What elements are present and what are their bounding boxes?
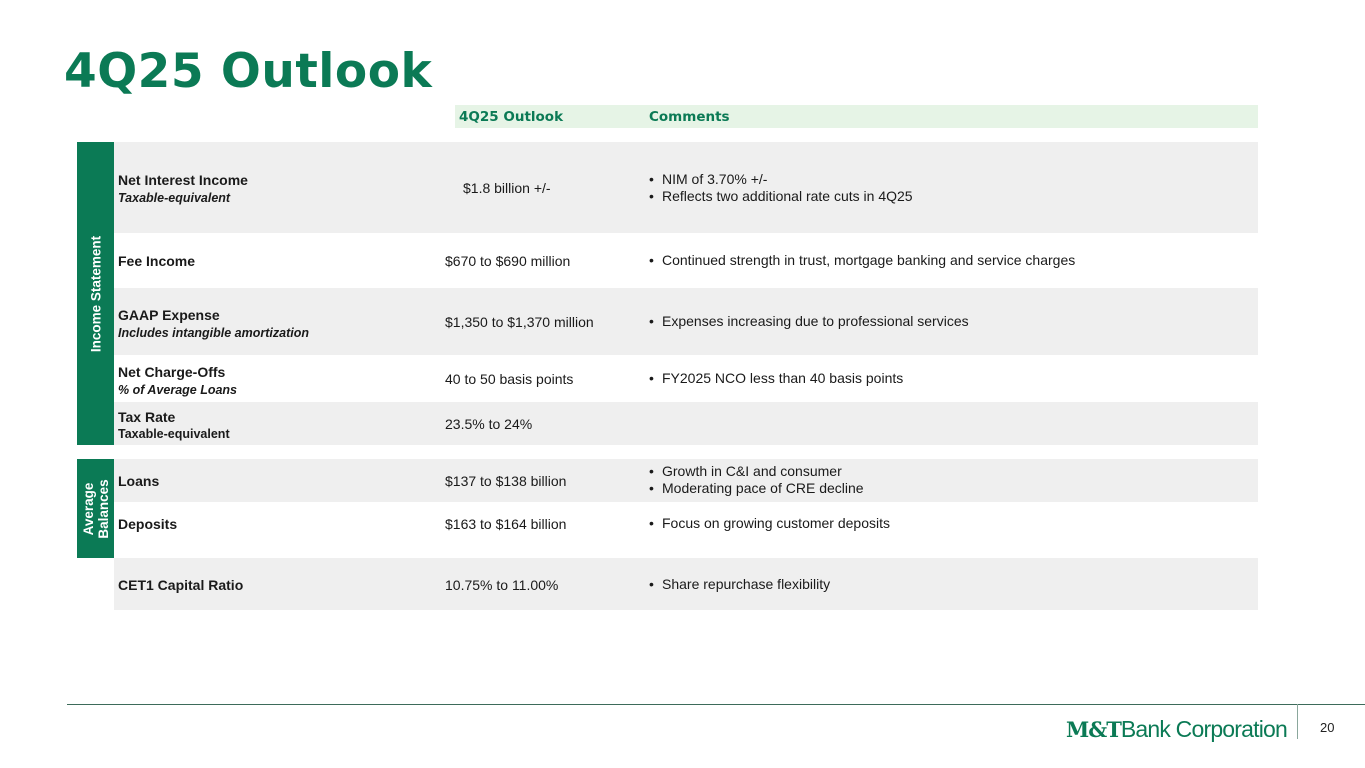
column-header-comments: Comments: [649, 109, 730, 125]
row-label-text: Tax Rate: [118, 409, 176, 425]
row-comments: [649, 463, 864, 497]
row-comments: [649, 370, 903, 387]
page-title: 4Q25 Outlook: [64, 44, 433, 99]
row-value: $163 to $164 billion: [445, 516, 567, 532]
table-row: [114, 288, 1258, 355]
logo-mt: M&T: [1066, 717, 1121, 742]
comment-bullet: • NIM of 3.70% +/-: [649, 171, 913, 188]
footer-divider: [67, 704, 1365, 705]
row-value: $1,350 to $1,370 million: [445, 314, 594, 330]
row-label: Loans: [118, 473, 160, 489]
row-comments: [649, 171, 913, 205]
row-label-text: Net Interest Income: [118, 172, 248, 188]
comment-bullet: • Moderating pace of CRE decline: [649, 480, 864, 497]
row-sublabel: Includes intangible amortization: [118, 326, 309, 340]
logo-divider: [1297, 704, 1298, 739]
row-label: Fee Income: [118, 253, 196, 269]
section-income-statement-label: Income Statement: [88, 235, 103, 352]
comment-bullet: • Expenses increasing due to professional services: [649, 313, 969, 330]
comment-bullet: • FY2025 NCO less than 40 basis points: [649, 370, 903, 387]
section-income-statement: [77, 142, 114, 445]
section-average-balances-line2: Balances: [95, 478, 111, 539]
row-value: $137 to $138 billion: [445, 473, 567, 489]
table-row: [114, 502, 1258, 558]
company-logo: [1066, 716, 1287, 744]
row-label: Deposits: [118, 516, 178, 532]
row-value: $1.8 billion +/-: [463, 180, 551, 196]
table-row: [114, 459, 1258, 502]
section-average-balances-line1: Average: [80, 482, 96, 535]
row-value: 23.5% to 24%: [445, 416, 533, 432]
row-label: [118, 364, 237, 397]
row-value: 10.75% to 11.00%: [445, 577, 559, 593]
table-row: [114, 233, 1258, 288]
table-row: [114, 558, 1258, 610]
comment-bullet: • Share repurchase flexibility: [649, 576, 830, 593]
table-row: [114, 142, 1258, 233]
row-label-text: Net Charge-Offs: [118, 364, 226, 380]
row-label: [118, 172, 248, 205]
row-sublabel: % of Average Loans: [118, 383, 238, 397]
comment-bullet: • Continued strength in trust, mortgage banking and service charges: [649, 252, 1075, 269]
table-header: [455, 105, 1258, 128]
row-label-text: GAAP Expense: [118, 307, 220, 323]
row-label: [118, 307, 309, 340]
comment-bullet: • Focus on growing customer deposits: [649, 515, 890, 532]
row-comments: [649, 313, 969, 330]
row-comments: [649, 252, 1075, 269]
row-comments: [649, 576, 830, 593]
row-value: $670 to $690 million: [445, 253, 571, 269]
table-row: [114, 355, 1258, 402]
row-sublabel: Taxable-equivalent: [118, 427, 230, 441]
comment-bullet: • Growth in C&I and consumer: [649, 463, 864, 480]
page-number: 20: [1320, 720, 1335, 735]
comment-bullet: • Reflects two additional rate cuts in 4Q25: [649, 188, 913, 205]
row-label: CET1 Capital Ratio: [118, 577, 244, 593]
section-average-balances-label: [81, 479, 111, 538]
row-label: [118, 409, 230, 441]
section-average-balances: [77, 459, 114, 558]
logo-text: Bank Corporation: [1120, 716, 1288, 742]
column-header-outlook: 4Q25 Outlook: [459, 109, 564, 125]
row-value: 40 to 50 basis points: [445, 371, 574, 387]
table-row: [114, 402, 1258, 445]
row-sublabel: Taxable-equivalent: [118, 191, 231, 205]
row-comments: [649, 515, 890, 532]
